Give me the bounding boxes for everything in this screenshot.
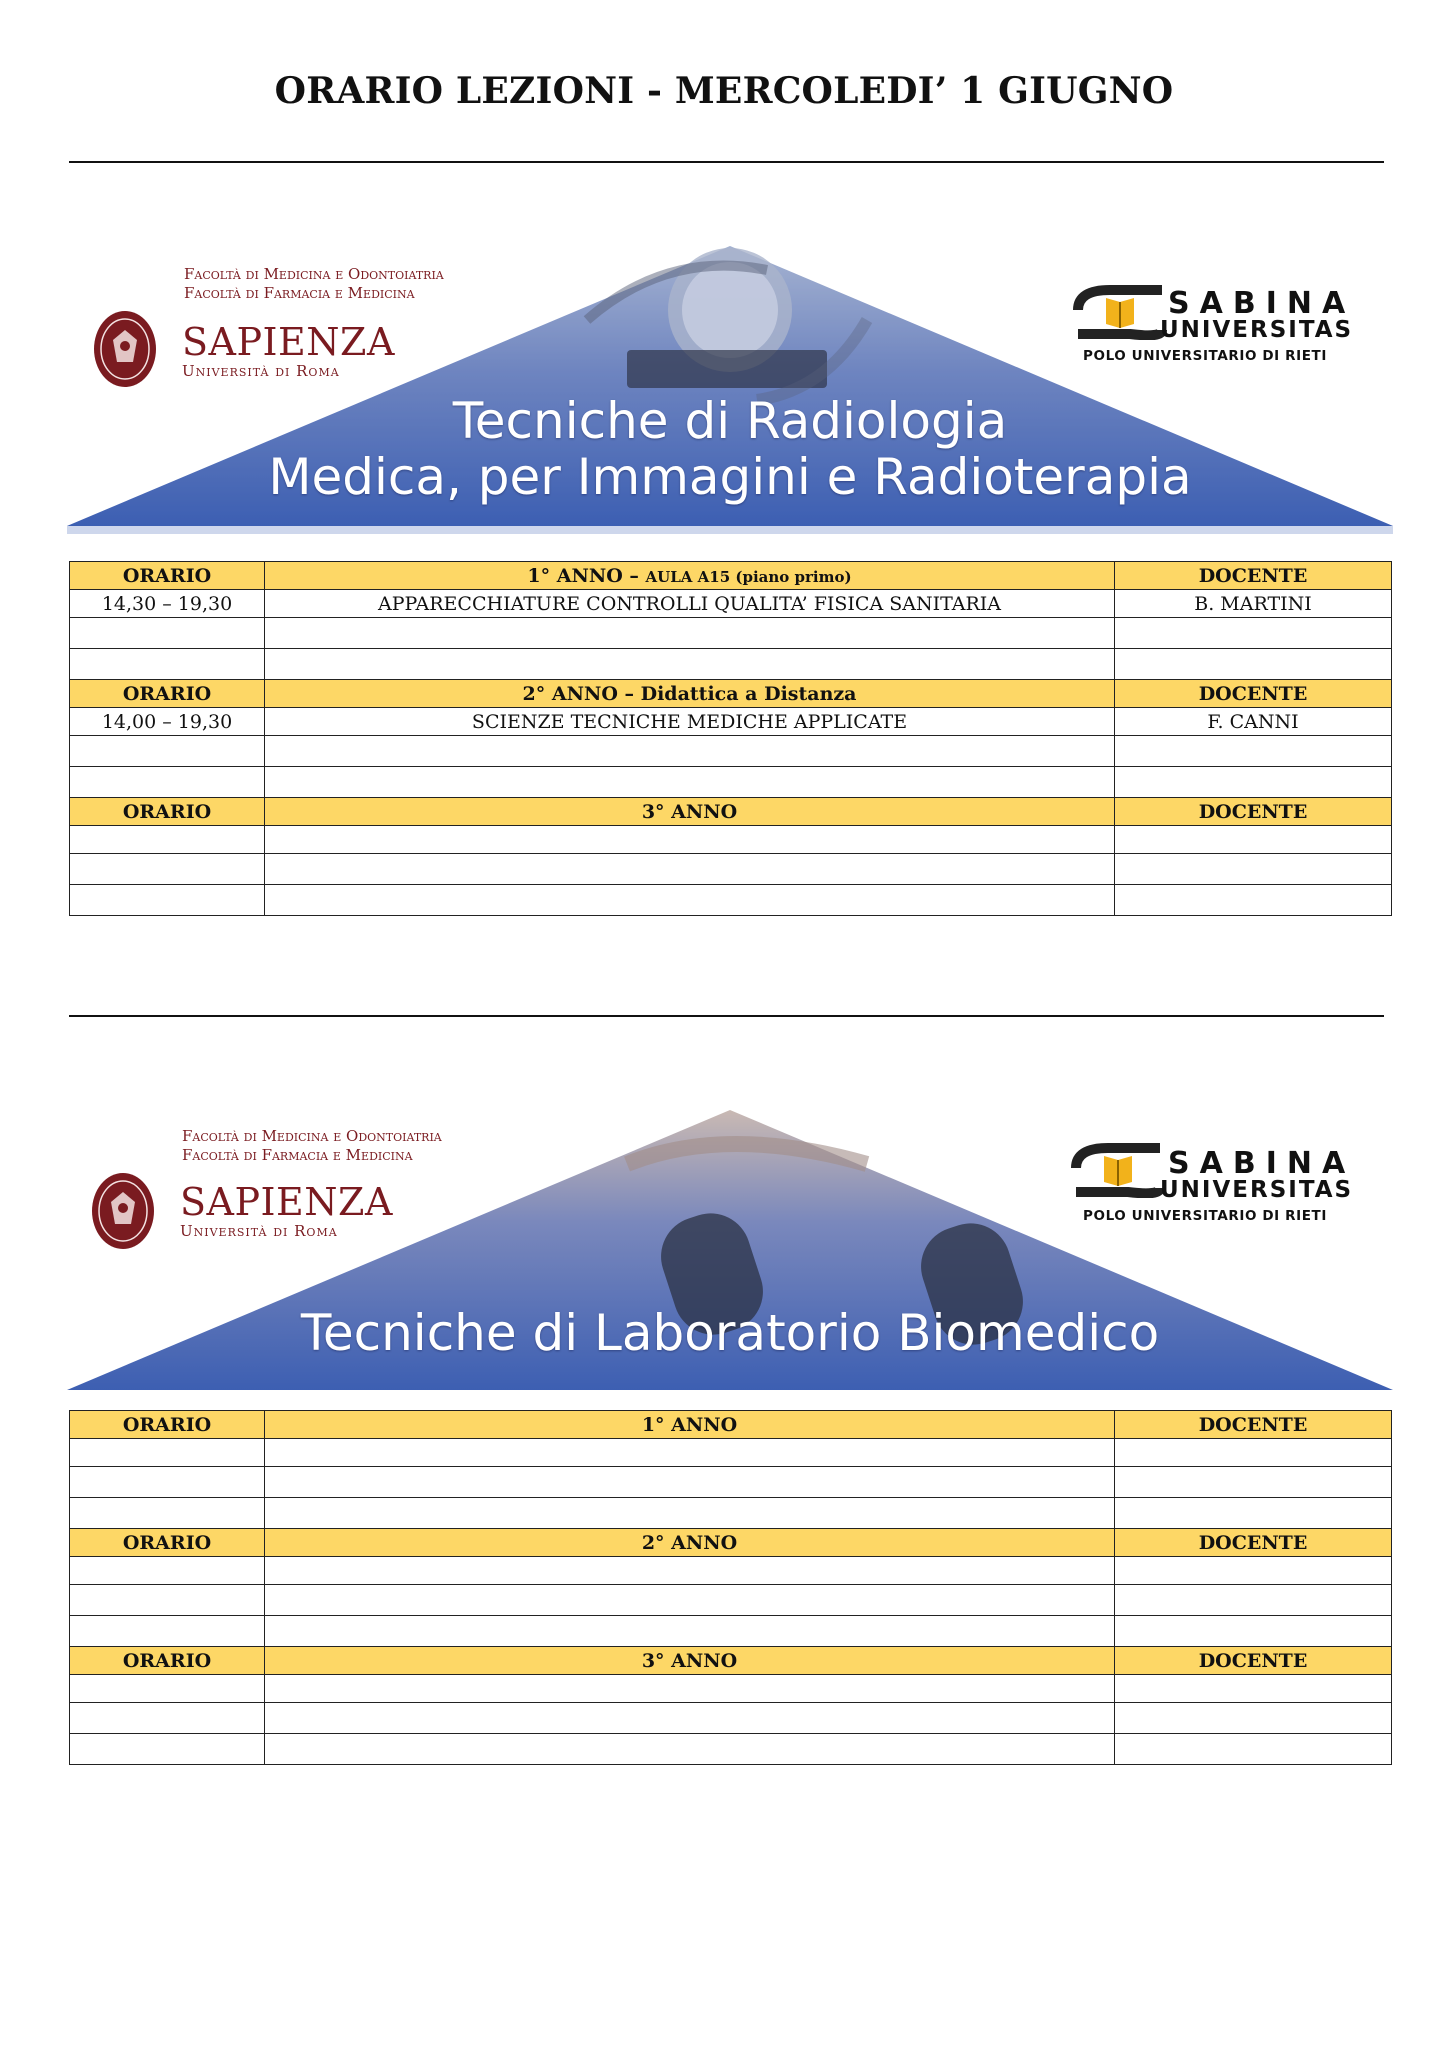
docente-header: DOCENTE xyxy=(1115,1647,1392,1675)
subject-cell xyxy=(265,1557,1115,1585)
year-header xyxy=(265,680,1115,708)
faculty-line-1: Facoltà di Medicina e Odontoiatria xyxy=(182,1127,442,1145)
subject-cell xyxy=(265,1734,1115,1765)
sabina-universitas: UNIVERSITAS xyxy=(1160,317,1354,343)
time-cell xyxy=(70,1675,265,1703)
sabina-wordmark: SABINA xyxy=(1168,1146,1356,1181)
time-cell xyxy=(70,1557,265,1585)
course-title-laboratorio xyxy=(230,1305,1230,1361)
table-row xyxy=(70,1439,1392,1467)
sapienza-subtitle: Università di Roma xyxy=(182,362,340,380)
subject-cell xyxy=(265,736,1115,767)
time-cell xyxy=(70,736,265,767)
subject-cell xyxy=(265,1439,1115,1467)
section-header-row xyxy=(70,1529,1392,1557)
time-cell xyxy=(70,1498,265,1529)
teacher-cell: B. MARTINI xyxy=(1115,590,1392,618)
year-label: 1° ANNO – xyxy=(527,564,646,587)
subject-cell xyxy=(265,826,1115,854)
teacher-cell xyxy=(1115,1498,1392,1529)
time-cell: 14,30 – 19,30 xyxy=(70,590,265,618)
table-row xyxy=(70,1557,1392,1585)
table-row xyxy=(70,1585,1392,1616)
docente-header: DOCENTE xyxy=(1115,1411,1392,1439)
sapienza-wordmark: SAPIENZA xyxy=(180,1180,393,1224)
year-label: 3° ANNO xyxy=(641,1649,738,1672)
year-label: 3° ANNO xyxy=(641,800,738,823)
sapienza-seal-icon xyxy=(91,1172,155,1250)
teacher-cell xyxy=(1115,1439,1392,1467)
sapienza-logo-2 xyxy=(180,1182,393,1240)
teacher-cell: F. CANNI xyxy=(1115,708,1392,736)
year-header xyxy=(265,1529,1115,1557)
time-cell xyxy=(70,885,265,916)
docente-header: DOCENTE xyxy=(1115,798,1392,826)
table-row xyxy=(70,1616,1392,1647)
year-label: 1° ANNO xyxy=(641,1413,738,1436)
orario-header: ORARIO xyxy=(70,1529,265,1557)
table-row xyxy=(70,590,1392,618)
subject-cell xyxy=(265,1675,1115,1703)
section-header-row xyxy=(70,1411,1392,1439)
table-row xyxy=(70,708,1392,736)
subject-cell: SCIENZE TECNICHE MEDICHE APPLICATE xyxy=(265,708,1115,736)
table-row xyxy=(70,1703,1392,1734)
year-label: 2° ANNO xyxy=(641,1531,738,1554)
faculty-line-2: Facoltà di Farmacia e Medicina xyxy=(184,284,415,302)
docente-header: DOCENTE xyxy=(1115,680,1392,708)
teacher-cell xyxy=(1115,1557,1392,1585)
orario-header: ORARIO xyxy=(70,680,265,708)
sapienza-wordmark: SAPIENZA xyxy=(182,320,395,364)
year-header xyxy=(265,1647,1115,1675)
faculty-names-2 xyxy=(182,1127,442,1165)
teacher-cell xyxy=(1115,854,1392,885)
time-cell xyxy=(70,826,265,854)
teacher-cell xyxy=(1115,767,1392,798)
table-row xyxy=(70,826,1392,854)
section-header-row xyxy=(70,1647,1392,1675)
orario-header: ORARIO xyxy=(70,1647,265,1675)
divider-middle xyxy=(69,1015,1384,1017)
time-cell xyxy=(70,649,265,680)
time-cell xyxy=(70,854,265,885)
year-label: 2° ANNO – Didattica a Distanza xyxy=(522,682,857,705)
section-header-row xyxy=(70,798,1392,826)
time-cell xyxy=(70,1616,265,1647)
schedule-table-radiologia xyxy=(69,561,1392,916)
schedule-table-laboratorio xyxy=(69,1410,1392,1765)
teacher-cell xyxy=(1115,618,1392,649)
subject-cell xyxy=(265,1498,1115,1529)
subject-cell xyxy=(265,649,1115,680)
orario-header: ORARIO xyxy=(70,1411,265,1439)
year-header xyxy=(265,1411,1115,1439)
time-cell xyxy=(70,1439,265,1467)
subject-cell xyxy=(265,885,1115,916)
teacher-cell xyxy=(1115,1734,1392,1765)
sabina-polo: POLO UNIVERSITARIO DI RIETI xyxy=(1083,1208,1327,1224)
year-header xyxy=(265,798,1115,826)
teacher-cell xyxy=(1115,1467,1392,1498)
table-row xyxy=(70,1467,1392,1498)
faculty-line-2: Facoltà di Farmacia e Medicina xyxy=(182,1146,413,1164)
subject-cell xyxy=(265,1585,1115,1616)
divider-top xyxy=(69,161,1384,163)
table-row xyxy=(70,854,1392,885)
sapienza-subtitle: Università di Roma xyxy=(180,1222,338,1240)
subject-cell: APPARECCHIATURE CONTROLLI QUALITA’ FISICA SANITARIA xyxy=(265,590,1115,618)
subject-cell xyxy=(265,767,1115,798)
orario-header: ORARIO xyxy=(70,562,265,590)
teacher-cell xyxy=(1115,885,1392,916)
table-row xyxy=(70,736,1392,767)
sabina-polo: POLO UNIVERSITARIO DI RIETI xyxy=(1083,348,1327,364)
page-title: ORARIO LEZIONI - MERCOLEDI’ 1 GIUGNO xyxy=(274,70,1174,112)
teacher-cell xyxy=(1115,1616,1392,1647)
time-cell xyxy=(70,618,265,649)
sabina-logo-icon xyxy=(1070,284,1170,344)
table-row xyxy=(70,1675,1392,1703)
teacher-cell xyxy=(1115,1675,1392,1703)
teacher-cell xyxy=(1115,736,1392,767)
table-row xyxy=(70,1498,1392,1529)
course-line-2: Medica, per Immagini e Radioterapia xyxy=(268,448,1192,506)
subject-cell xyxy=(265,1703,1115,1734)
time-cell xyxy=(70,767,265,798)
course-line-1: Tecniche di Laboratorio Biomedico xyxy=(300,1304,1160,1362)
table-row xyxy=(70,885,1392,916)
sapienza-seal-icon xyxy=(93,310,157,388)
docente-header: DOCENTE xyxy=(1115,1529,1392,1557)
course-title-radiologia xyxy=(230,393,1230,505)
sabina-wordmark: SABINA xyxy=(1168,286,1356,321)
teacher-cell xyxy=(1115,1703,1392,1734)
year-header xyxy=(265,562,1115,590)
time-cell: 14,00 – 19,30 xyxy=(70,708,265,736)
sabina-logo-icon xyxy=(1068,1142,1168,1202)
docente-header: DOCENTE xyxy=(1115,562,1392,590)
table-row xyxy=(70,649,1392,680)
sabina-universitas: UNIVERSITAS xyxy=(1160,1177,1354,1203)
table-row xyxy=(70,767,1392,798)
subject-cell xyxy=(265,854,1115,885)
teacher-cell xyxy=(1115,649,1392,680)
table-row xyxy=(70,618,1392,649)
teacher-cell xyxy=(1115,826,1392,854)
section-header-row xyxy=(70,562,1392,590)
year-note: AULA A15 (piano primo) xyxy=(645,567,852,586)
table-row xyxy=(70,1734,1392,1765)
time-cell xyxy=(70,1467,265,1498)
course-line-1: Tecniche di Radiologia xyxy=(452,392,1008,450)
subject-cell xyxy=(265,618,1115,649)
faculty-line-1: Facoltà di Medicina e Odontoiatria xyxy=(184,265,444,283)
sapienza-logo xyxy=(182,322,395,380)
time-cell xyxy=(70,1734,265,1765)
orario-header: ORARIO xyxy=(70,798,265,826)
subject-cell xyxy=(265,1616,1115,1647)
time-cell xyxy=(70,1585,265,1616)
section-header-row xyxy=(70,680,1392,708)
faculty-names xyxy=(184,265,444,303)
subject-cell xyxy=(265,1467,1115,1498)
time-cell xyxy=(70,1703,265,1734)
teacher-cell xyxy=(1115,1585,1392,1616)
